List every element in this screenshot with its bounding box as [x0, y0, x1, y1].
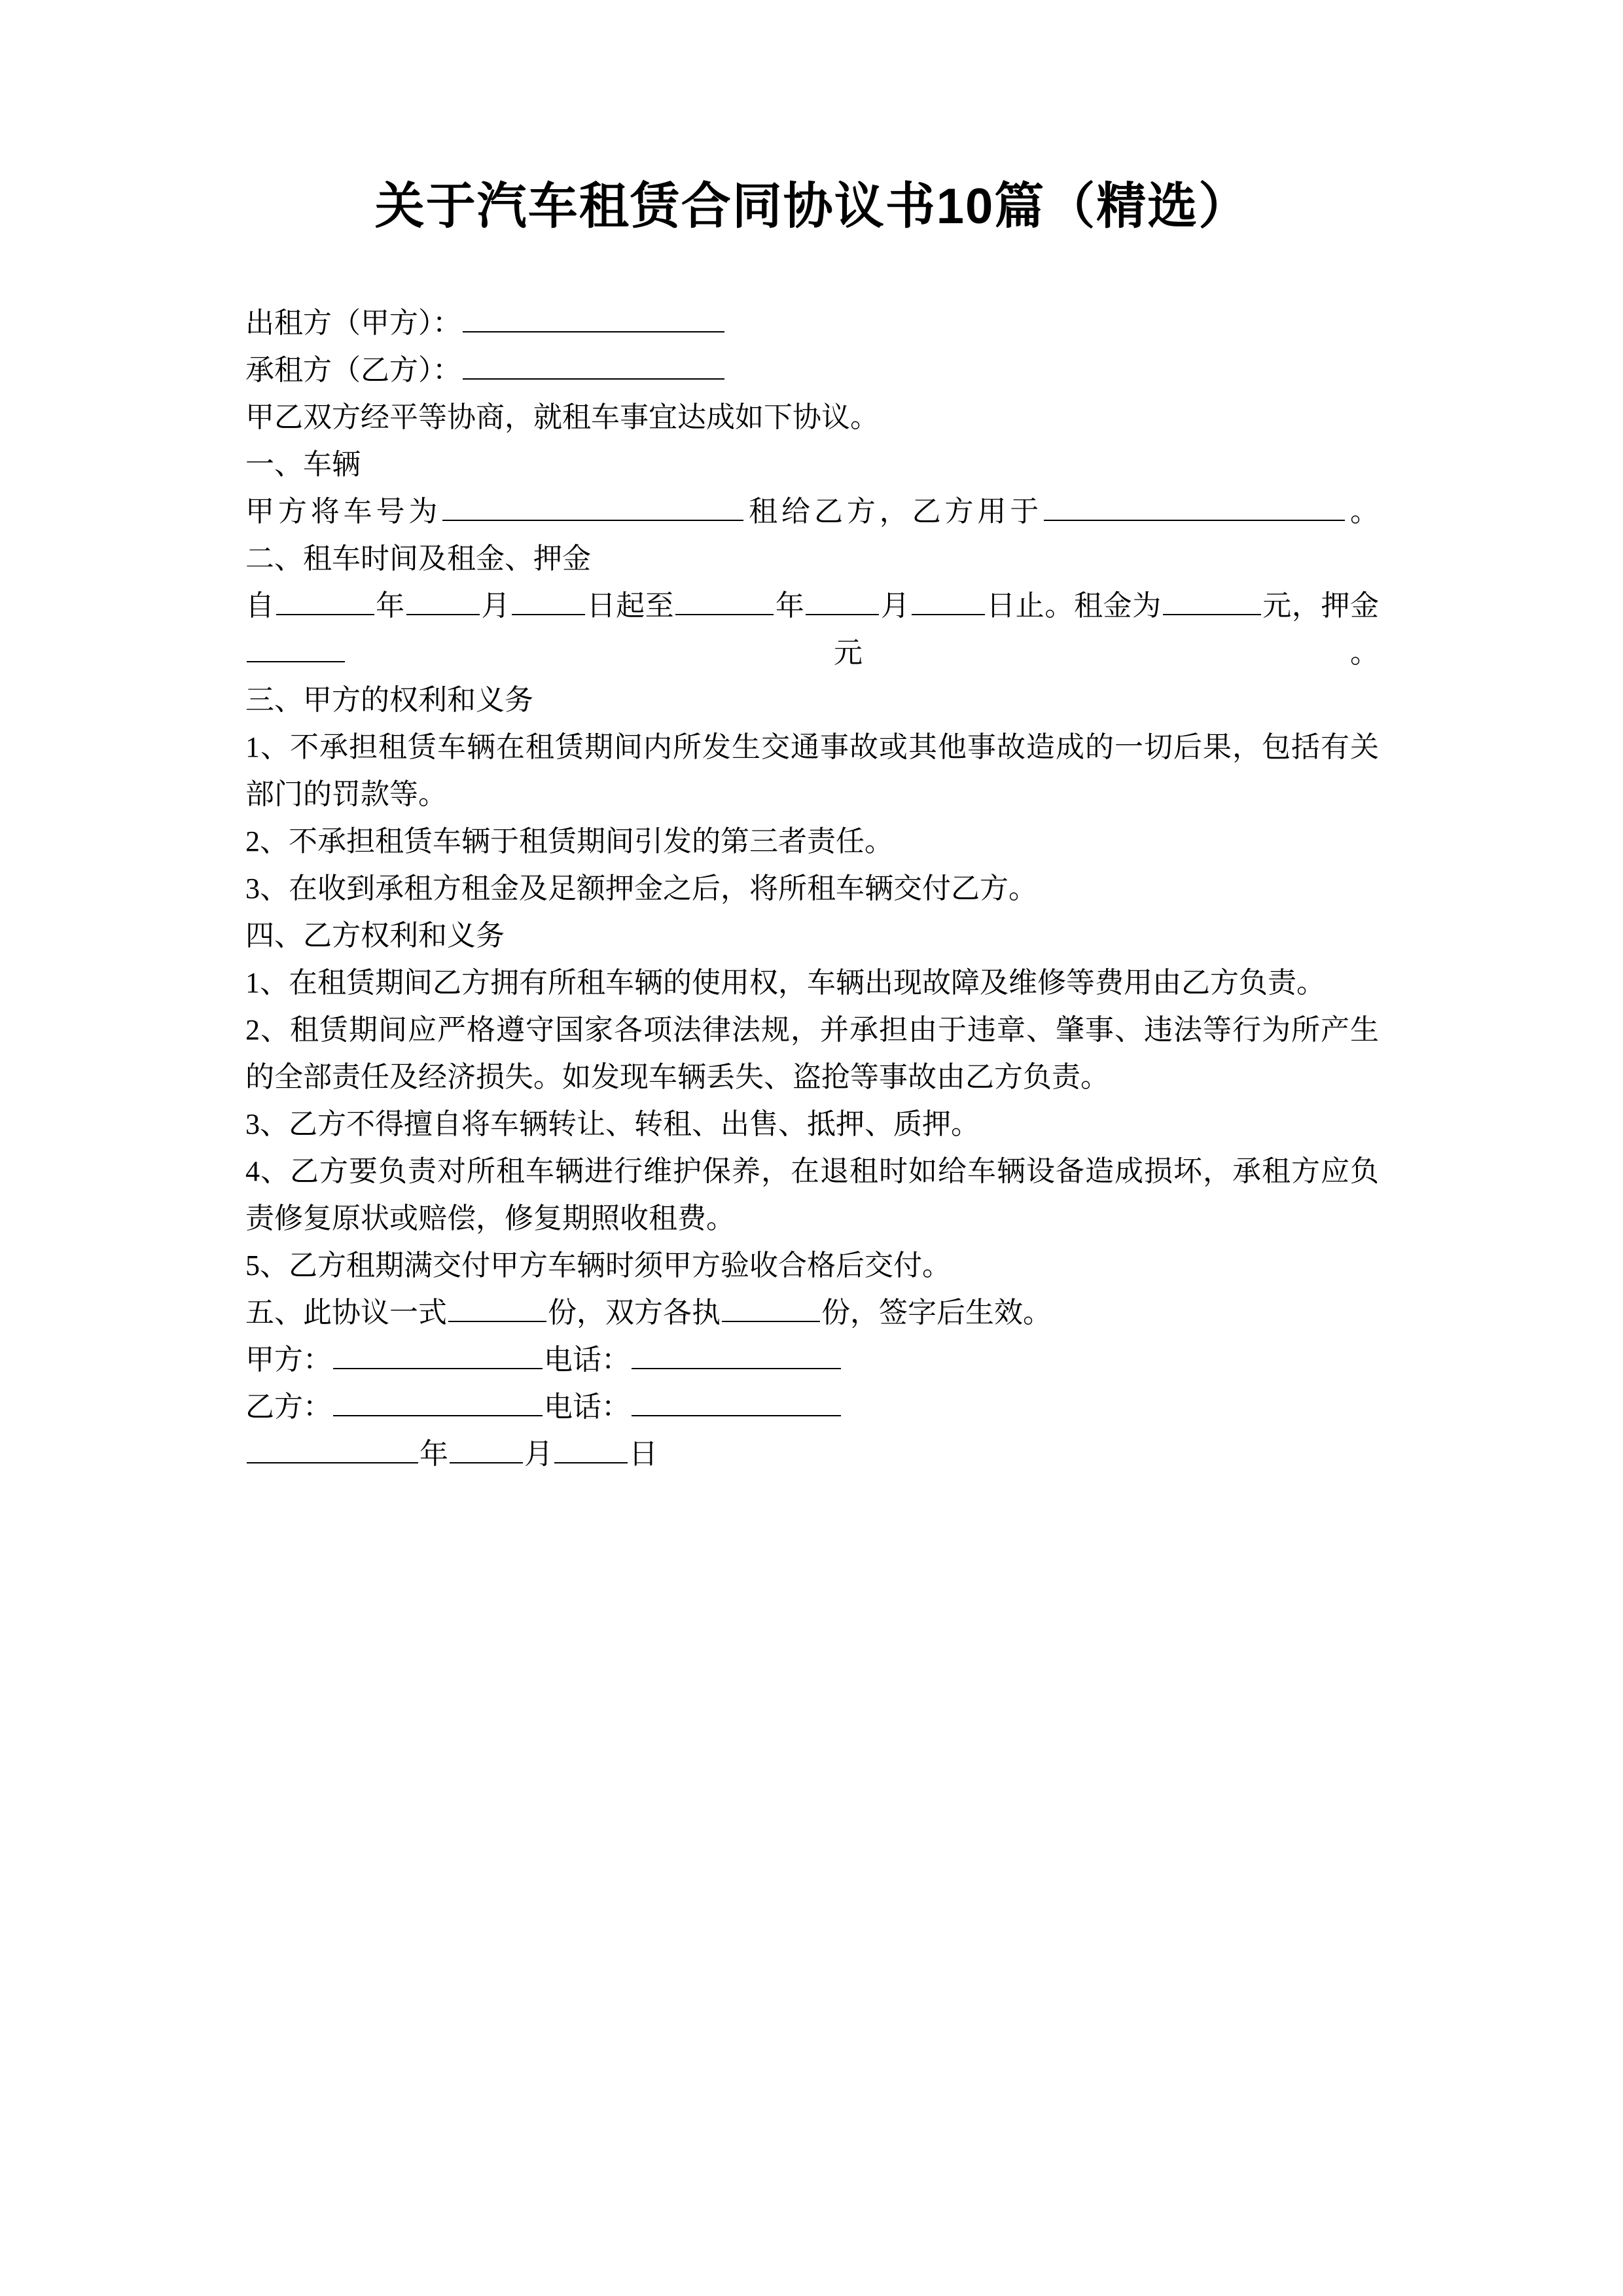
date-month-label: 月 [524, 1438, 553, 1470]
term-from: 自 [245, 590, 275, 622]
date-month-blank[interactable] [450, 1436, 523, 1463]
term-deposit-unit: 元。 [346, 637, 1379, 669]
lessee-line [245, 347, 1379, 394]
clause-vehicle [245, 488, 1379, 535]
party-a-signature-blank[interactable] [333, 1342, 543, 1369]
vehicle-usage-blank[interactable] [1044, 493, 1345, 521]
term-year: 年 [375, 590, 405, 622]
start-year-blank[interactable] [276, 588, 374, 615]
section-four-item-4: 4、乙方要负责对所租车辆进行维护保养，在退租时如给车辆设备造成损坏，承租方应负责修复原状或赔偿，修复期照收租费。 [245, 1155, 1379, 1234]
date-year-label: 年 [419, 1438, 448, 1470]
signature-party-a-line [245, 1336, 1379, 1384]
rent-amount-blank[interactable] [1163, 588, 1261, 615]
lessee-label: 承租方（乙方）： [245, 354, 461, 386]
start-day-blank[interactable] [512, 588, 585, 615]
vehicle-plate-blank[interactable] [442, 493, 743, 521]
end-day-blank[interactable] [912, 588, 985, 615]
term-day-end: 日止。租金为 [986, 590, 1162, 622]
section-five-line [245, 1289, 1379, 1336]
document-content [245, 0, 1379, 1478]
clause-term [245, 583, 1379, 677]
party-b-phone-blank[interactable] [632, 1389, 841, 1416]
term-day-start: 日起至 [586, 590, 675, 622]
section-three-heading: 三、甲方的权利和义务 [245, 684, 533, 716]
copies-each-blank[interactable] [722, 1295, 820, 1322]
signature-date-line [245, 1431, 1379, 1478]
clause-vehicle-suffix: 。 [1346, 495, 1380, 528]
party-a-phone-blank[interactable] [632, 1342, 841, 1369]
term-month2: 月 [880, 590, 910, 622]
party-a-label: 甲方： [245, 1344, 332, 1376]
party-b-label: 乙方： [245, 1391, 332, 1423]
section-five-prefix: 五、此协议一式 [245, 1297, 447, 1329]
section-four-item-3: 3、乙方不得擅自将车辆转让、转租、出售、抵押、质押。 [245, 1108, 980, 1140]
section-four-item-1: 1、在租赁期间乙方拥有所租车辆的使用权，车辆出现故障及维修等费用由乙方负责。 [245, 967, 1325, 999]
section-four-heading: 四、乙方权利和义务 [245, 920, 505, 952]
section-three-item-1: 1、不承担租赁车辆在租赁期间内所发生交通事故或其他事故造成的一切后果，包括有关部门的罚款等。 [245, 731, 1379, 810]
signature-party-b-line [245, 1384, 1379, 1431]
term-rent-unit: 元，押金 [1262, 590, 1380, 622]
section-three-item-2: 2、不承担租赁车辆于租赁期间引发的第三者责任。 [245, 825, 893, 857]
page-title: 关于汽车租赁合同协议书10篇（精选） [374, 179, 1250, 234]
party-a-phone-label: 电话： [544, 1344, 630, 1376]
end-year-blank[interactable] [675, 588, 774, 615]
date-day-blank[interactable] [554, 1436, 628, 1463]
clause-vehicle-prefix: 甲方将车号为 [245, 495, 442, 528]
date-day-label: 日 [629, 1438, 658, 1470]
term-year2: 年 [775, 590, 805, 622]
section-five-suffix: 份，签字后生效。 [821, 1297, 1052, 1329]
section-four-item-5: 5、乙方租期满交付甲方车辆时须甲方验收合格后交付。 [245, 1249, 951, 1282]
lessor-label: 出租方（甲方）： [245, 307, 461, 339]
lessor-line [245, 300, 1379, 347]
section-three-item-3: 3、在收到承租方租金及足额押金之后，将所租车辆交付乙方。 [245, 872, 1037, 905]
party-b-signature-blank[interactable] [333, 1389, 543, 1416]
section-two-heading: 二、租车时间及租金、押金 [245, 543, 591, 575]
end-month-blank[interactable] [806, 588, 879, 615]
term-month: 月 [480, 590, 510, 622]
section-one-heading: 一、车辆 [245, 448, 361, 480]
party-b-phone-label: 电话： [544, 1391, 630, 1423]
section-four-item-2: 2、租赁期间应严格遵守国家各项法律法规，并承担由于违章、肇事、违法等行为所产生的全部责任及经济损失。如发现车辆丢失、盗抢等事故由乙方负责。 [245, 1014, 1379, 1093]
deposit-amount-blank[interactable] [247, 635, 345, 662]
lessee-name-blank[interactable] [463, 352, 724, 380]
preamble-line: 甲乙双方经平等协商，就租车事宜达成如下协议。 [245, 401, 879, 433]
lessor-name-blank[interactable] [463, 305, 724, 332]
clause-vehicle-middle: 租给乙方，乙方用于 [745, 495, 1043, 528]
start-month-blank[interactable] [406, 588, 480, 615]
copies-total-blank[interactable] [448, 1295, 546, 1322]
section-five-mid: 份，双方各执 [548, 1297, 721, 1329]
date-year-blank[interactable] [247, 1436, 418, 1463]
contract-body [245, 300, 1379, 1478]
